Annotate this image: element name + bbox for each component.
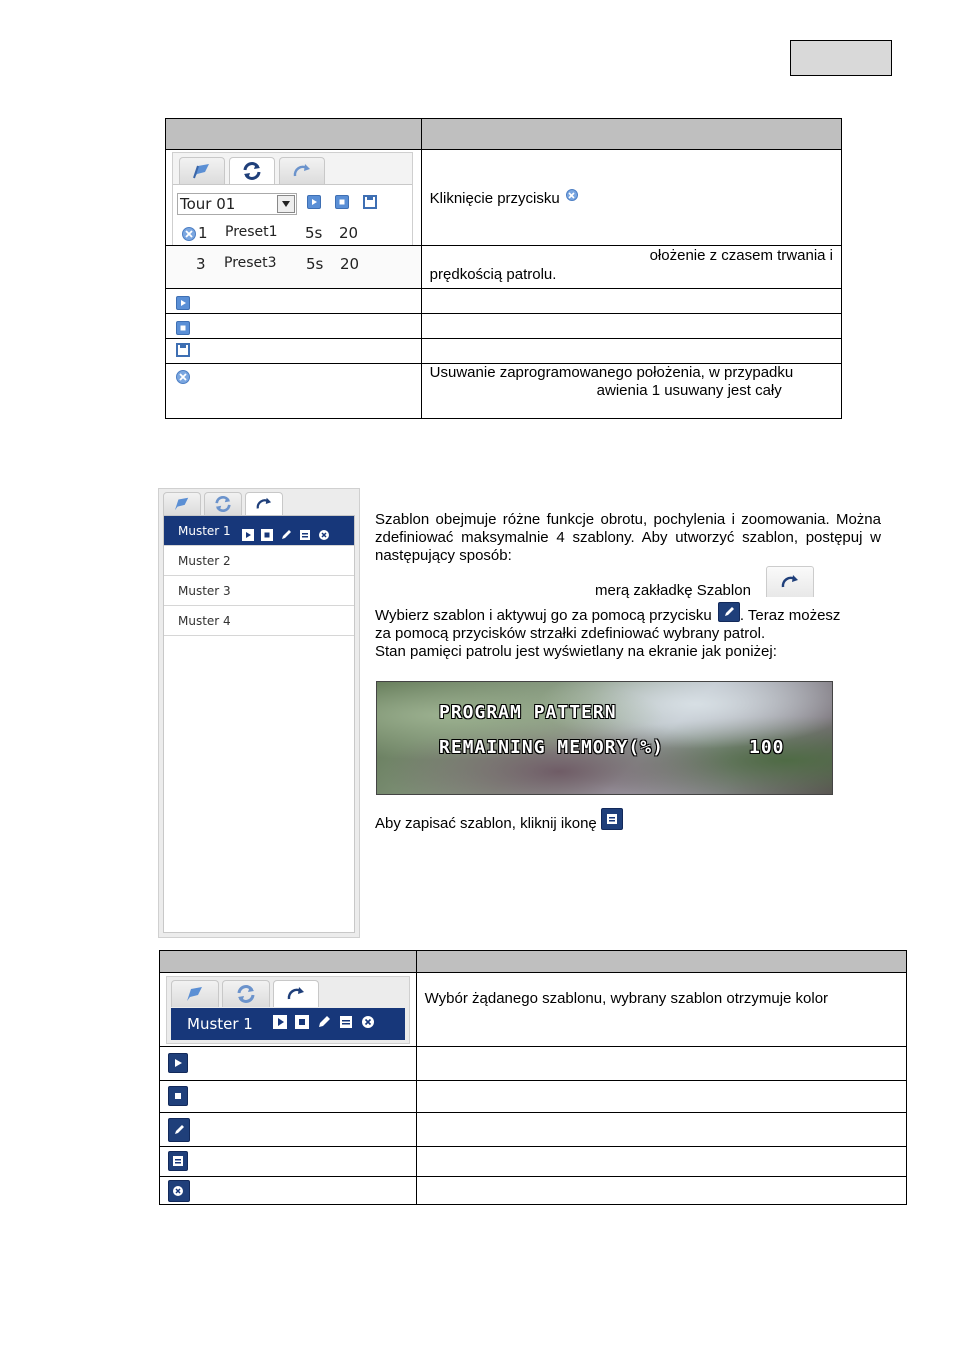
desc-row2-line2: prędkością patrolu.: [429, 266, 557, 283]
pattern-item-1[interactable]: [164, 516, 354, 546]
pattern-save-hint-text: Aby zapisać szablon, kliknij ikonę: [375, 815, 597, 832]
preset-row-name: Preset3: [224, 255, 277, 271]
preset-row-index: 3: [196, 255, 206, 273]
tab-pattern[interactable]: [273, 980, 319, 1007]
page-label-box: [790, 40, 892, 76]
edit-pencil-icon: [168, 1118, 190, 1142]
tab-preset[interactable]: [163, 492, 201, 515]
pattern-item-label: Muster 3: [178, 584, 231, 598]
edit-pencil-icon: [718, 602, 740, 622]
edit-pencil-icon[interactable]: [317, 1015, 331, 1033]
tour-table: [165, 118, 842, 419]
preset-row-time: 5s: [305, 224, 323, 242]
delete-icon: [176, 370, 190, 384]
tour-table-header-right: [421, 119, 841, 150]
preset-flag-icon: [191, 162, 213, 180]
save-icon: [176, 344, 190, 361]
chevron-down-icon[interactable]: [277, 195, 295, 213]
stop-icon: [168, 1086, 188, 1106]
tab-pattern[interactable]: [245, 492, 283, 515]
pattern-step-activate-text: Wybierz szablon i aktywuj go za pomocą przycisku: [375, 607, 712, 624]
desc-row2-line1: ołożenie z czasem trwania i: [649, 247, 833, 264]
pattern-step-memory: Stan pamięci patrolu jest wyświetlany na ekranie jak poniżej:: [375, 643, 777, 660]
save-icon[interactable]: [363, 195, 377, 213]
pattern-panel-screenshot: [158, 488, 360, 938]
osd-memory-value: 100: [749, 737, 785, 758]
preset-flag-icon: [184, 985, 206, 1003]
delete-pattern-icon: [168, 1180, 190, 1202]
pattern-table-header-right: [416, 951, 906, 973]
stop-icon[interactable]: [261, 522, 273, 552]
pattern-table-header-left: [160, 951, 417, 973]
stop-icon: [176, 321, 190, 335]
pattern-item-4[interactable]: [164, 606, 354, 636]
preset-flag-icon: [172, 496, 192, 512]
camera-osd-image: [376, 681, 833, 795]
play-icon: [168, 1053, 188, 1073]
tab-preset[interactable]: [171, 980, 219, 1007]
pattern-step-activate: [375, 607, 885, 661]
preset-row-speed: 20: [339, 224, 359, 242]
play-icon[interactable]: [307, 195, 321, 209]
desc-pattern-select: Wybór żądanego szablonu, wybrany szablon otrzymuje kolor: [424, 990, 829, 1007]
tab-pattern[interactable]: [279, 157, 325, 184]
pattern-bar-screenshot: [166, 976, 410, 1044]
pattern-item-label: Muster 2: [178, 554, 231, 568]
tour-select[interactable]: [177, 193, 297, 215]
delete-pattern-icon[interactable]: [318, 522, 332, 552]
desc-delete-line1: Usuwanie zaprogramowanego położenia, w przypadku: [429, 364, 794, 381]
tab-preset[interactable]: [179, 157, 225, 184]
tab-tour[interactable]: [204, 492, 242, 515]
tour-refresh-icon: [241, 161, 263, 181]
preset-row-index: 1: [198, 224, 208, 242]
pattern-tab-example: [766, 566, 814, 597]
pattern-redo-icon: [779, 573, 801, 591]
preset-row-speed: 20: [340, 255, 360, 273]
pattern-item-label: Muster 1: [178, 524, 231, 538]
stop-icon[interactable]: [295, 1015, 309, 1033]
save-icon[interactable]: [299, 522, 311, 552]
tour-table-header-left: [166, 119, 422, 150]
tour-select-value: Tour 01: [180, 195, 236, 213]
edit-pencil-icon[interactable]: [280, 522, 292, 552]
tour-refresh-icon: [235, 984, 257, 1004]
pattern-redo-icon: [291, 162, 313, 180]
save-icon: [601, 808, 623, 830]
pattern-item-1[interactable]: [171, 1008, 405, 1040]
tour-panel-screenshot: [172, 152, 413, 245]
pattern-save-hint: [375, 815, 623, 833]
pattern-item-3[interactable]: [164, 576, 354, 606]
play-icon: [176, 296, 190, 310]
tab-tour[interactable]: [222, 980, 270, 1007]
tab-tour[interactable]: [229, 157, 275, 184]
pattern-step-tab: [595, 582, 751, 600]
preset-row-time: 5s: [306, 255, 324, 273]
pattern-redo-icon: [254, 496, 274, 512]
play-icon[interactable]: [242, 522, 254, 552]
save-icon: [168, 1151, 188, 1171]
pattern-item-label: Muster 1: [187, 1015, 253, 1033]
pattern-item-label: Muster 4: [178, 614, 231, 628]
stop-icon[interactable]: [335, 195, 349, 209]
pattern-table: [159, 950, 907, 1205]
tour-refresh-icon: [213, 495, 233, 513]
pattern-intro-paragraph: Szablon obejmuje różne funkcje obrotu, pochylenia i zoomowania. Można zdefiniować maksymalnie 4 szablony. Aby utworzyć szablon, postępuj w następujący sposób:: [375, 511, 881, 564]
desc-select-row: Kliknięcie przycisku: [429, 190, 560, 207]
desc-delete-line2: awienia 1 usuwany jest cały: [596, 382, 782, 399]
save-icon[interactable]: [339, 1015, 353, 1033]
delete-icon[interactable]: [182, 227, 196, 241]
osd-line-program: PROGRAM PATTERN: [439, 702, 617, 723]
preset-row-name: Preset1: [225, 224, 278, 240]
osd-line-memory: REMAINING MEMORY(%): [439, 737, 664, 758]
pattern-list: [163, 515, 355, 933]
pattern-step-arrows: za pomocą przycisków strzałki zdefiniować wybrany patrol.: [375, 625, 766, 642]
play-icon[interactable]: [273, 1015, 287, 1033]
delete-icon: [566, 189, 578, 201]
pattern-redo-icon: [285, 985, 307, 1003]
delete-pattern-icon[interactable]: [361, 1015, 377, 1033]
pattern-step-tab-text: merą zakładkę Szablon: [595, 582, 751, 599]
pattern-step-activate-tail: . Teraz możesz: [739, 607, 841, 624]
